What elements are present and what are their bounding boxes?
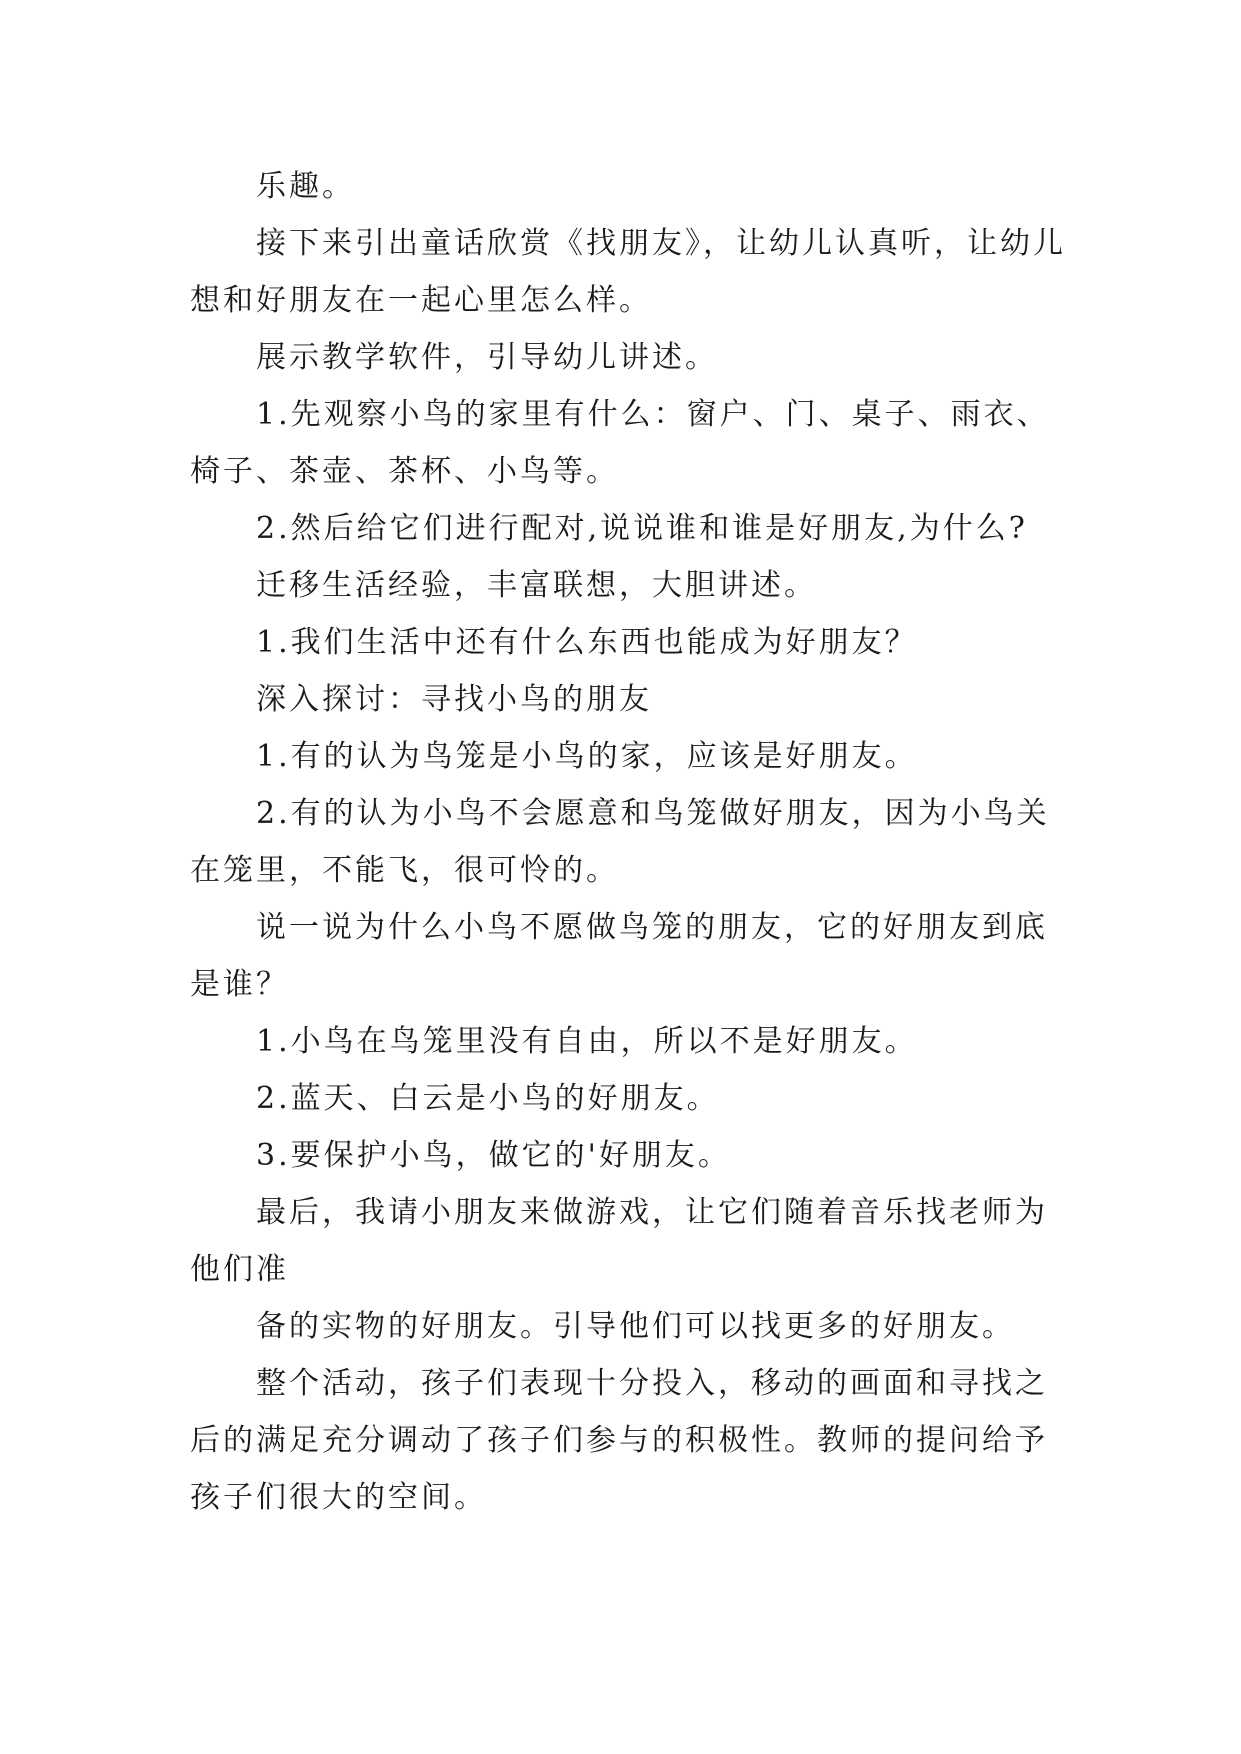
document-body: [190, 158, 1070, 1526]
paragraph: 说一说为什么小鸟不愿做鸟笼的朋友，它的好朋友到底是谁？: [190, 910, 1048, 1002]
paragraph: 2.然后给它们进行配对,说说谁和谁是好朋友,为什么?: [256, 511, 1028, 546]
paragraph: 最后，我请小朋友来做游戏，让它们随着音乐找老师为他们准: [190, 1195, 1048, 1287]
paragraph: 1.小鸟在鸟笼里没有自由，所以不是好朋友。: [256, 1024, 918, 1059]
paragraph: 2.有的认为小鸟不会愿意和鸟笼做好朋友，因为小鸟关在笼里，不能飞，很可怜的。: [190, 796, 1050, 888]
paragraph: 迁移生活经验，丰富联想，大胆讲述。: [256, 568, 817, 603]
paragraph: 备的实物的好朋友。引导他们可以找更多的好朋友。: [256, 1309, 1015, 1344]
paragraph: 3.要保护小鸟，做它的'好朋友。: [256, 1138, 731, 1173]
paragraph: 乐趣。: [256, 169, 355, 204]
paragraph: 2.蓝天、白云是小鸟的好朋友。: [256, 1081, 720, 1116]
paragraph: 1.先观察小鸟的家里有什么：窗户、门、桌子、雨衣、椅子、茶壶、茶杯、小鸟等。: [190, 397, 1050, 489]
paragraph: 1.我们生活中还有什么东西也能成为好朋友？: [256, 625, 918, 660]
paragraph: 1.有的认为鸟笼是小鸟的家，应该是好朋友。: [256, 739, 918, 774]
paragraph: 展示教学软件，引导幼儿讲述。: [256, 340, 718, 375]
paragraph: 接下来引出童话欣赏《找朋友》，让幼儿认真听，让幼儿想和好朋友在一起心里怎么样。: [190, 226, 1066, 318]
paragraph: 整个活动，孩子们表现十分投入，移动的画面和寻找之后的满足充分调动了孩子们参与的积极性。教师的提问给予孩子们很大的空间。: [190, 1366, 1048, 1515]
paragraph: 深入探讨：寻找小鸟的朋友: [256, 682, 652, 717]
